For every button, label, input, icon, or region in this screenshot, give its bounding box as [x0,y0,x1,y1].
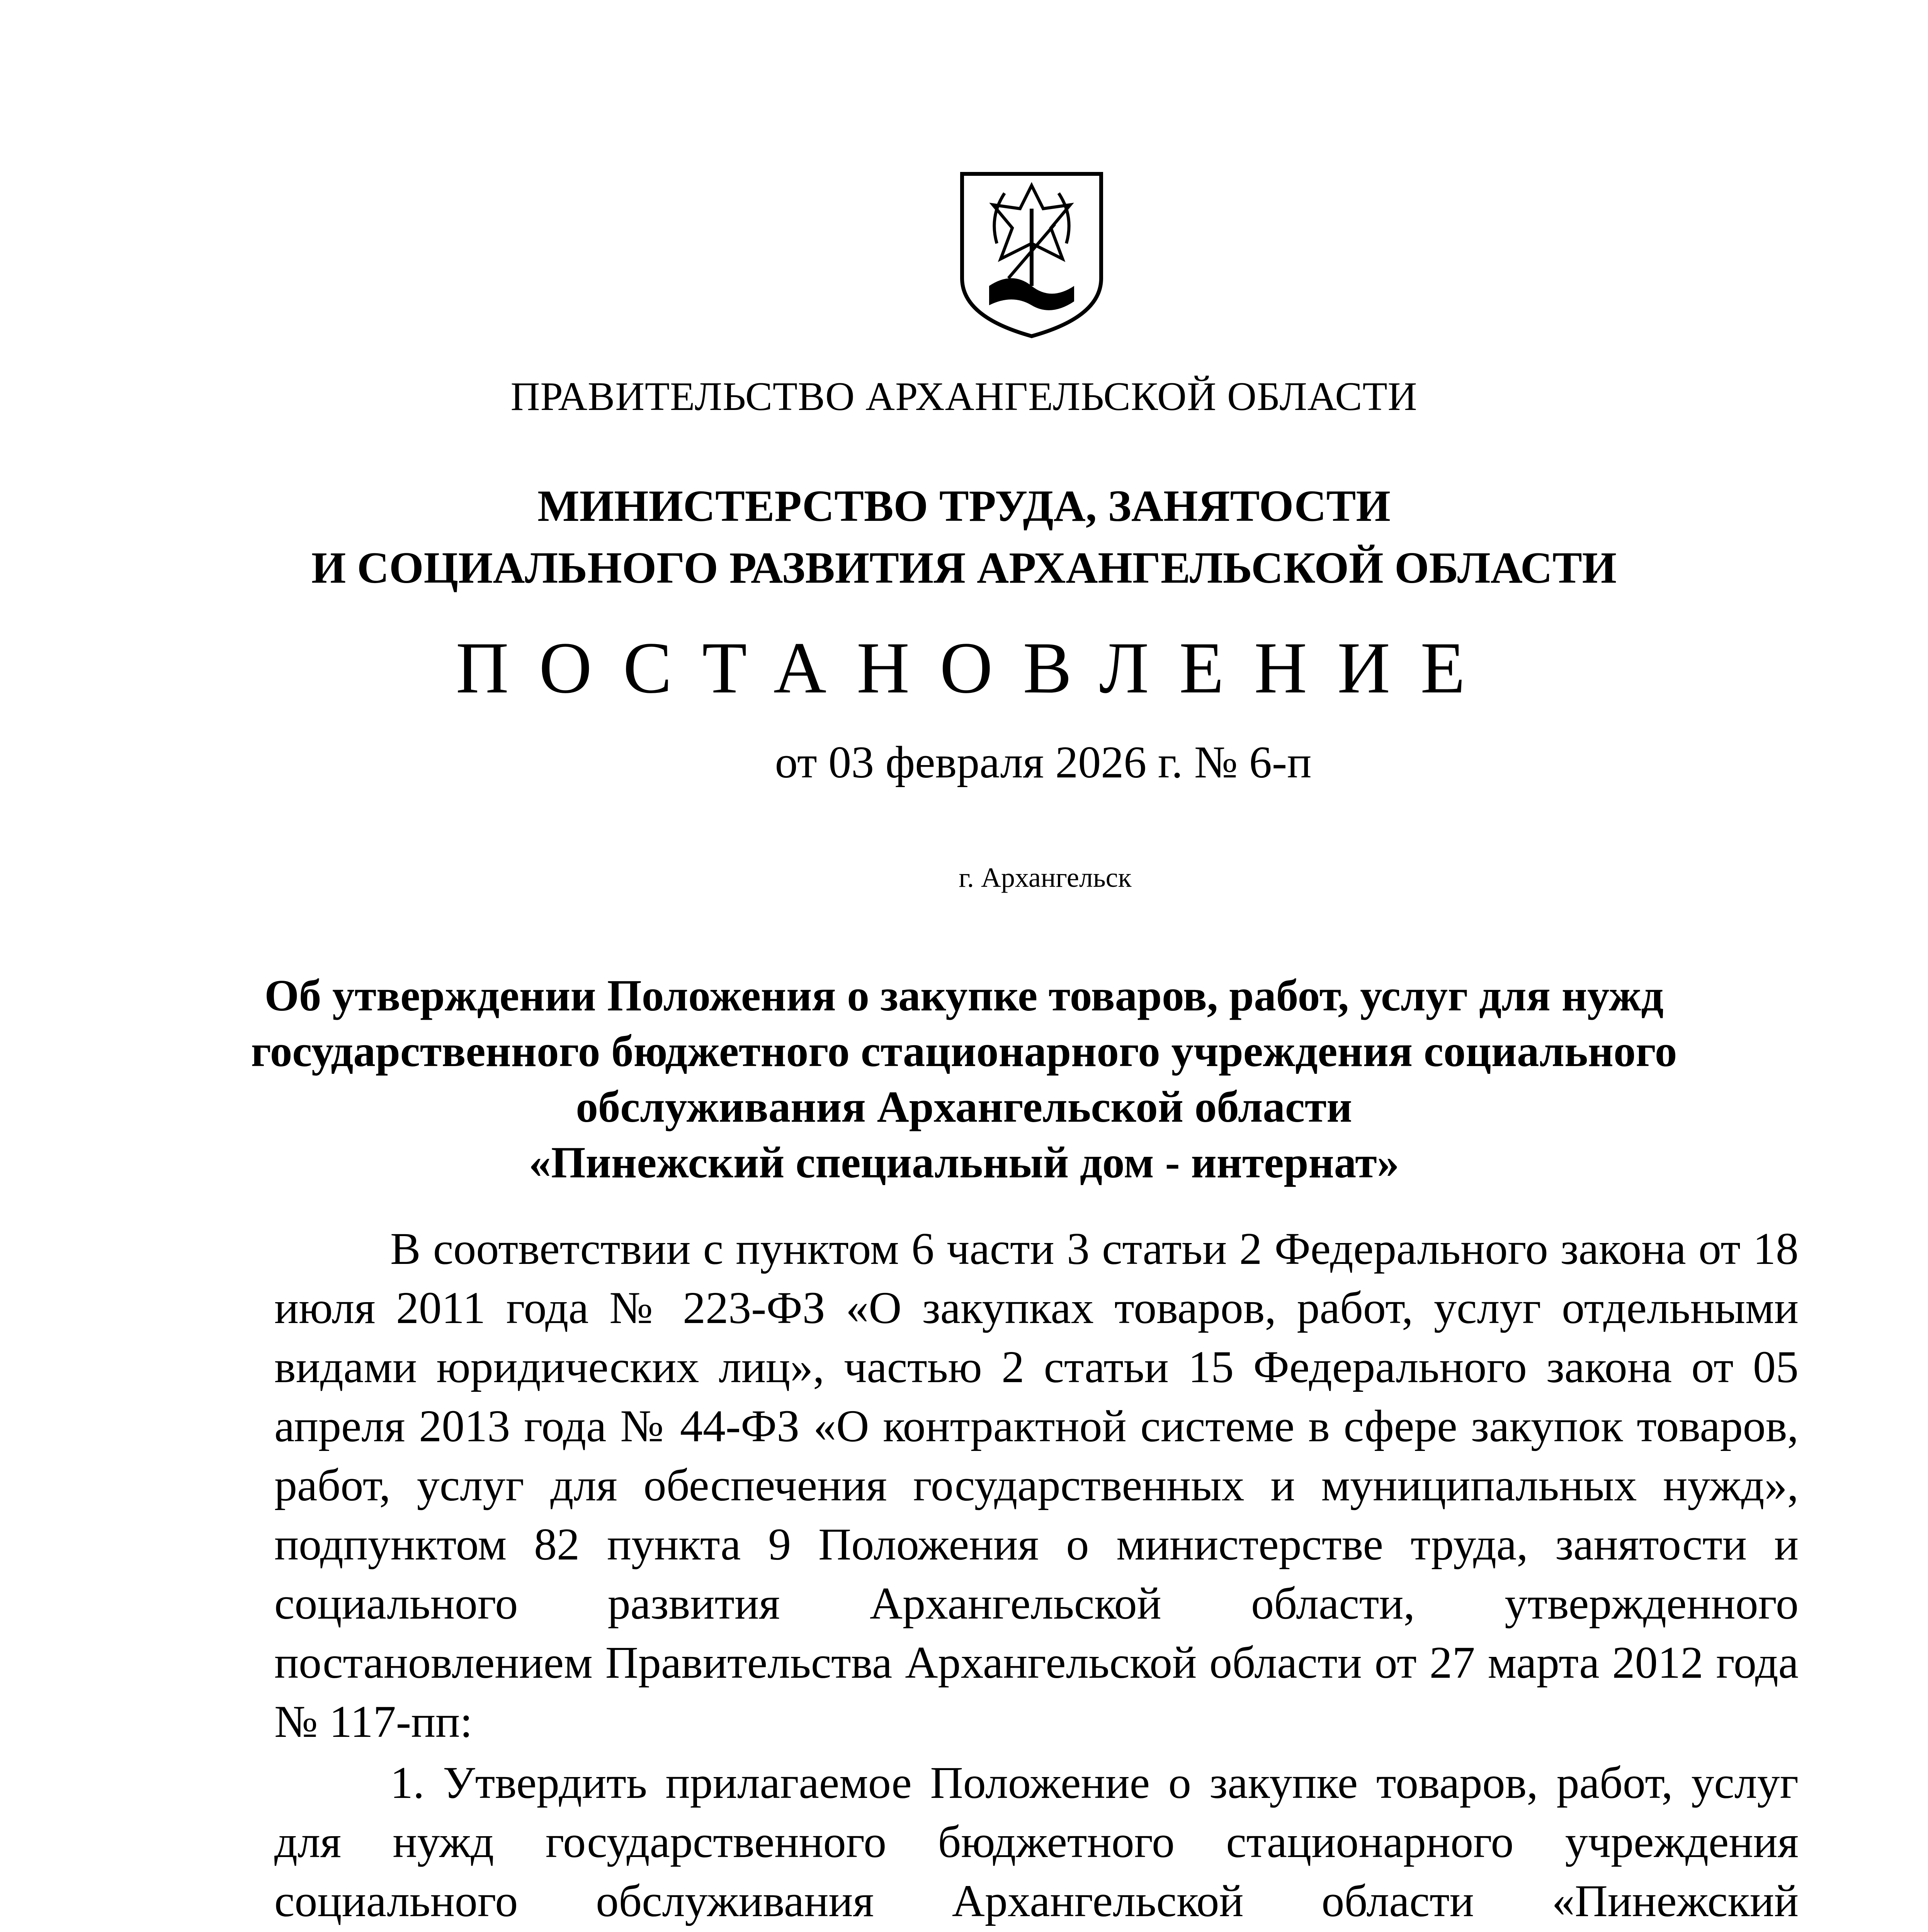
preamble-paragraph: В соответствии с пунктом 6 части 3 статьи 2 Федерального закона от 18 июля 2011 года № 223-ФЗ «О закупках товаров, работ, услуг отдельными видами юридических лиц», частью 2 статьи 15 Федерального закона от 05 апреля 2013 года № 44-ФЗ «О контрактной системе в сфере закупок товаров, работ, услуг для обеспечения государственных и муниципальных нужд», подпунктом 82 пункта 9 Положения о министерстве труда, занятости и социального развития Архангельской области, утвержденного постановлением Правительства Архангельской области от 27 марта 2012 года № 117-пп: [274,1223,1799,1747]
city-name: г. Архангельск [959,862,1132,893]
ministry-heading-line2: И СОЦИАЛЬНОГО РАЗВИТИЯ АРХАНГЕЛЬСКОЙ ОБЛАСТИ [311,543,1617,592]
document-title-line2: государственного бюджетного стационарного учреждения социального [251,1027,1677,1076]
document-type-heading: ПОСТАНОВЛЕНИЕ [456,628,1496,709]
document-title [0,968,1928,1190]
document-title-line3: обслуживания Архангельской области [576,1082,1352,1131]
government-heading: ПРАВИТЕЛЬСТВО АРХАНГЕЛЬСКОЙ ОБЛАСТИ [510,374,1418,419]
coat-of-arms-icon [954,162,1109,340]
ministry-heading-line1: МИНИСТЕРСТВО ТРУДА, ЗАНЯТОСТИ [537,481,1391,531]
document-body [274,1219,1799,1932]
item-1-paragraph: 1. Утвердить прилагаемое Положение о закупке товаров, работ, услуг для нужд государственного бюджетного стационарного учреждения социального обслуживания Архангельской области «Пинежский [274,1757,1799,1926]
document-title-line1: Об утверждении Положения о закупке товаров, работ, услуг для нужд [264,971,1664,1020]
ministry-heading [0,475,1928,599]
document-title-line4: «Пинежский специальный дом - интернат» [529,1138,1399,1187]
date-and-number: от 03 февраля 2026 г. № 6-п [775,737,1312,787]
